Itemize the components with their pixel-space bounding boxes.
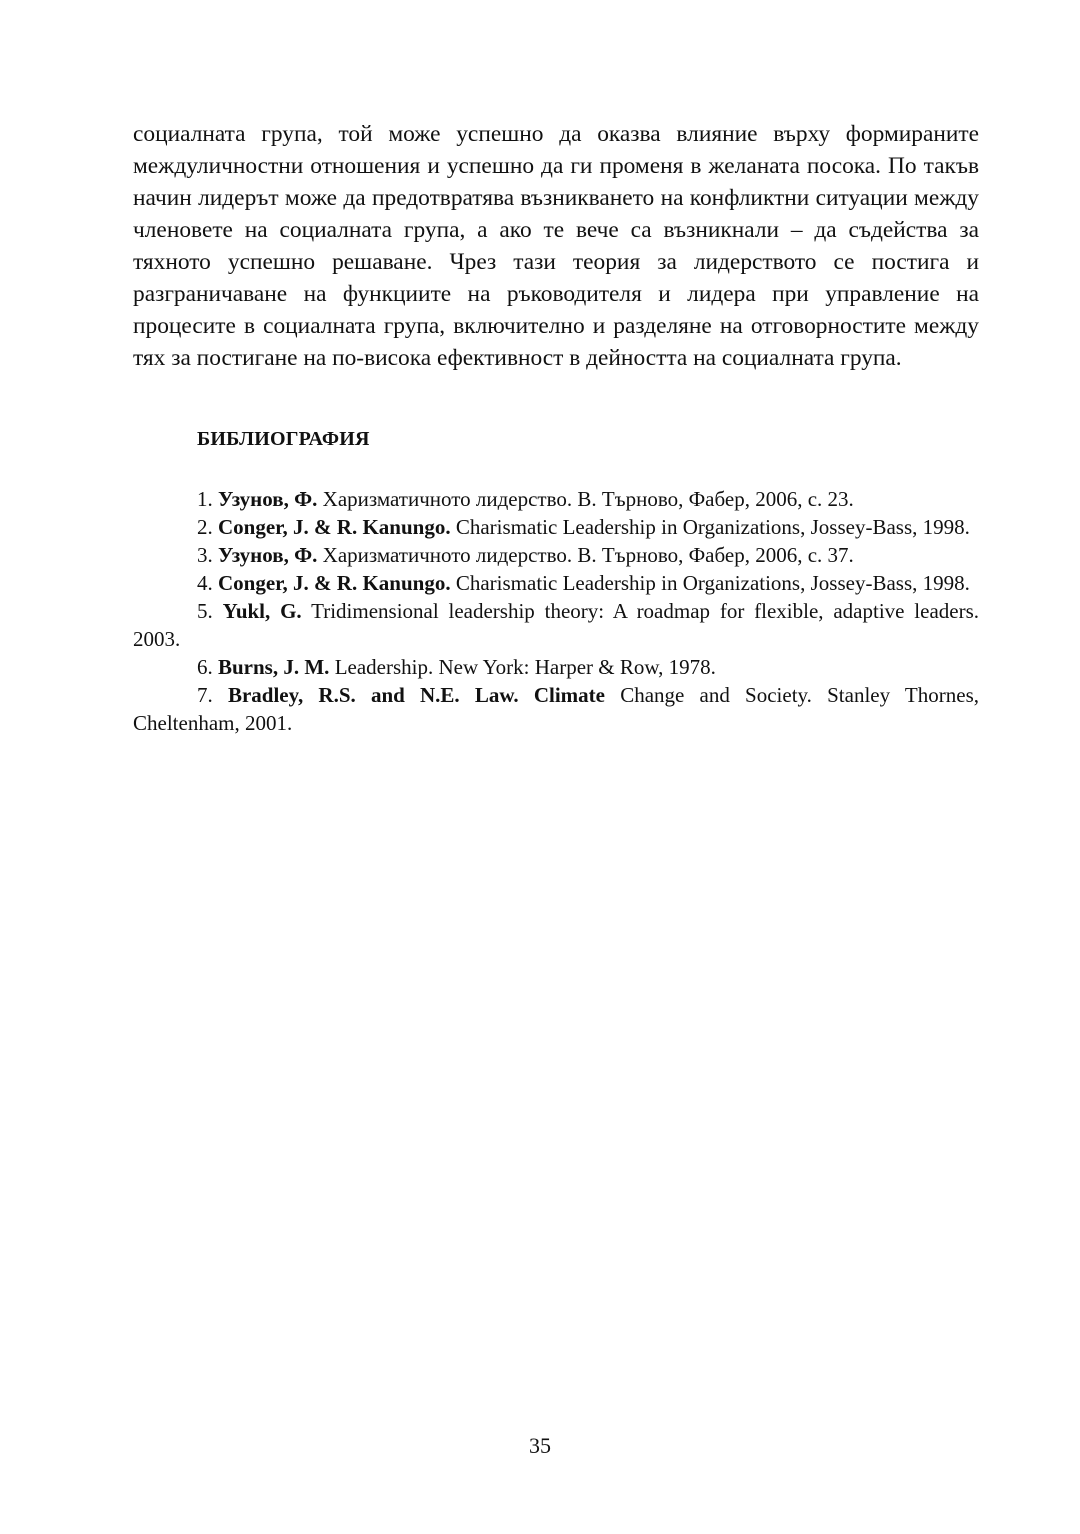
entry-author: Узунов, Ф. [218, 487, 318, 511]
page-number: 35 [529, 1433, 551, 1458]
body-paragraph: социалната група, той може успешно да оказва влияние върху формираните междуличностни отношения и успешно да ги променя в желаната посока. По такъв начин лидерът може да предотвратява възникването на конфликтни ситуации между членовете на социалната група, а ако те вече са възникнали – да съдейства за тяхното успешно решаване. Чрез тази теория за лидерството се постига и разграничаване на функциите на ръководителя и лидера при управление на процесите в социалната група, включително и разделяне на отговорностите между тях за постигане на по-висока ефективност в дейността на социалната група. [133, 121, 979, 371]
bibliography-entry-6 [133, 653, 979, 681]
entry-number: 6. [197, 655, 213, 679]
entry-author: Узунов, Ф. [218, 543, 318, 567]
bibliography-list [133, 485, 979, 737]
bibliography-entry-4 [133, 569, 979, 597]
entry-number: 5. [197, 599, 213, 623]
entry-details: Charismatic Leadership in Organizations, Jossey-Bass, 1998. [455, 515, 970, 539]
bibliography-entry-1 [133, 485, 979, 513]
bibliography-entry-3 [133, 541, 979, 569]
bibliography-heading: БИБЛИОГРАФИЯ [197, 428, 370, 450]
entry-author: Yukl, G. [222, 599, 302, 623]
entry-details: Tridimensional leadership theory: A roadmap for flexible, adaptive leaders. 2003. [133, 599, 980, 651]
entry-number: 4. [197, 571, 213, 595]
entry-number: 1. [197, 487, 213, 511]
bibliography-entry-2 [133, 513, 979, 541]
entry-details: Charismatic Leadership in Organizations, Jossey-Bass, 1998. [455, 571, 970, 595]
entry-author: Burns, J. M. [218, 655, 330, 679]
entry-number: 3. [197, 543, 213, 567]
entry-details: Change and Society. Stanley Thornes, Cheltenham, 2001. [133, 683, 979, 735]
entry-details: Харизматичното лидерство. В. Търново, Фабер, 2006, с. 23. [322, 487, 854, 511]
bibliography-entry-5 [133, 597, 979, 653]
entry-details: Leadership. New York: Harper & Row, 1978. [334, 655, 716, 679]
entry-number: 7. [197, 683, 213, 707]
entry-details: Харизматичното лидерство. В. Търново, Фабер, 2006, с. 37. [322, 543, 854, 567]
entry-author: Bradley, R.S. and N.E. Law. Climate [227, 683, 605, 707]
entry-author: Conger, J. & R. Kanungo. [218, 515, 451, 539]
bibliography-entry-7 [133, 681, 979, 737]
entry-author: Conger, J. & R. Kanungo. [218, 571, 451, 595]
entry-number: 2. [197, 515, 213, 539]
